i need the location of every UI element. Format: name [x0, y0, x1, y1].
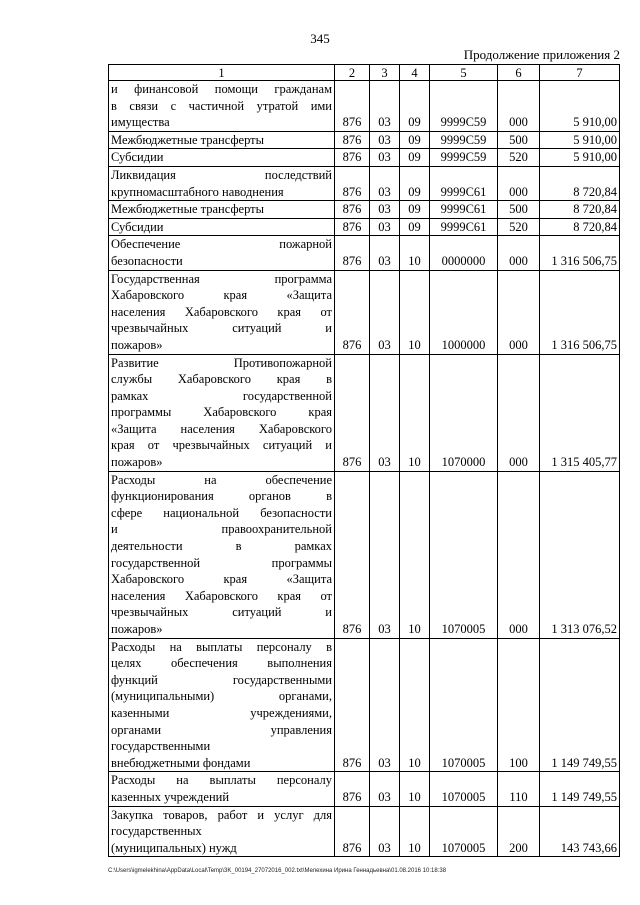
item-name-line: деятельности в рамках: [111, 539, 332, 554]
item-name-line: казенными учреждениями,: [111, 705, 332, 720]
cell-c2: 876: [335, 270, 370, 354]
item-name-line: Расходы на выплаты персоналу в: [111, 639, 332, 654]
cell-c2: 876: [335, 201, 370, 219]
cell-c3: 03: [370, 236, 400, 270]
cell-c6: 500: [498, 201, 540, 219]
item-name-line: функционирования органов в: [111, 489, 332, 504]
cell-c4: 09: [400, 218, 430, 236]
item-name-line: службы Хабаровского края в: [111, 372, 332, 387]
cell-c2: 876: [335, 149, 370, 167]
item-name-line: государственными: [111, 739, 211, 754]
item-name-line: Межбюджетные трансферты: [111, 202, 265, 217]
cell-c6: 000: [498, 166, 540, 200]
cell-c4: 10: [400, 471, 430, 638]
cell-c3: 03: [370, 270, 400, 354]
item-name-cell: [109, 218, 335, 236]
item-name-cell: [109, 806, 335, 857]
cell-c5: 9999С59: [430, 81, 498, 132]
cell-c3: 03: [370, 166, 400, 200]
header-cell: 6: [498, 65, 540, 81]
item-name-line: и правоохранительной: [111, 522, 332, 537]
item-name-cell: [109, 201, 335, 219]
cell-c4: 10: [400, 270, 430, 354]
cell-c6: 520: [498, 149, 540, 167]
cell-c5: 1070005: [430, 772, 498, 806]
cell-c5: 1070000: [430, 354, 498, 471]
cell-c7: 1 149 749,55: [540, 772, 620, 806]
item-name-line: Развитие Противопожарной: [111, 355, 332, 370]
cell-c2: 876: [335, 354, 370, 471]
page-number: 345: [310, 31, 330, 46]
header-cell: 4: [400, 65, 430, 81]
item-name-line: Государственная программа: [111, 271, 332, 286]
item-name-cell: [109, 236, 335, 270]
item-name-cell: [109, 638, 335, 772]
cell-c3: 03: [370, 201, 400, 219]
item-name-cell: [109, 471, 335, 638]
cell-c3: 03: [370, 772, 400, 806]
cell-c3: 03: [370, 149, 400, 167]
cell-c6: 000: [498, 81, 540, 132]
cell-c6: 000: [498, 354, 540, 471]
cell-c4: 10: [400, 772, 430, 806]
item-name-line: Межбюджетные трансферты: [111, 132, 265, 147]
item-name-line: чрезвычайных ситуаций и: [111, 605, 332, 620]
cell-c2: 876: [335, 638, 370, 772]
cell-c6: 200: [498, 806, 540, 857]
cell-c6: 000: [498, 236, 540, 270]
item-name-line: рамках государственной: [111, 388, 332, 403]
item-name-line: населения Хабаровского края от: [111, 304, 332, 319]
cell-c2: 876: [335, 218, 370, 236]
item-name-line: внебюджетными фондами: [111, 755, 251, 770]
cell-c7: 5 910,00: [540, 149, 620, 167]
item-name-line: пожаров»: [111, 337, 163, 352]
cell-c3: 03: [370, 81, 400, 132]
item-name-line: пожаров»: [111, 622, 163, 636]
item-name-cell: [109, 270, 335, 354]
item-name-line: сфере национальной безопасности: [111, 505, 332, 520]
table-row: [109, 638, 620, 772]
cell-c5: 9999С59: [430, 131, 498, 149]
cell-c4: 09: [400, 166, 430, 200]
continuation-label: Продолжение приложения 2: [463, 47, 620, 62]
cell-c7: 5 910,00: [540, 81, 620, 132]
cell-c7: 1 149 749,55: [540, 638, 620, 772]
item-name-line: функций государственными: [111, 672, 332, 687]
table-row: [109, 772, 620, 806]
header-cell: 1: [109, 65, 335, 81]
cell-c7: 1 313 076,52: [540, 471, 620, 638]
table-row: [109, 218, 620, 236]
cell-c5: 0000000: [430, 236, 498, 270]
table-row: [109, 236, 620, 270]
cell-c2: 876: [335, 166, 370, 200]
item-name-line: Расходы на выплаты персоналу: [111, 773, 332, 788]
cell-c3: 03: [370, 471, 400, 638]
cell-c7: 143 743,66: [540, 806, 620, 857]
item-name-cell: [109, 166, 335, 200]
cell-c5: 1000000: [430, 270, 498, 354]
table-row: [109, 166, 620, 200]
table-row: [109, 81, 620, 132]
cell-c4: 10: [400, 354, 430, 471]
cell-c6: 520: [498, 218, 540, 236]
item-name-line: Хабаровского края «Защита: [111, 572, 332, 587]
cell-c3: 03: [370, 131, 400, 149]
cell-c6: 000: [498, 270, 540, 354]
cell-c4: 09: [400, 131, 430, 149]
item-name-cell: [109, 772, 335, 806]
item-name-line: чрезвычайных ситуаций и: [111, 321, 332, 336]
header-cell: 2: [335, 65, 370, 81]
cell-c2: 876: [335, 131, 370, 149]
item-name-line: Закупка товаров, работ и услуг для: [111, 807, 332, 822]
cell-c2: 876: [335, 236, 370, 270]
item-name-line: Ликвидация последствий: [111, 167, 332, 182]
cell-c4: 09: [400, 201, 430, 219]
cell-c2: 876: [335, 81, 370, 132]
item-name-line: Расходы на обеспечение: [111, 472, 332, 487]
item-name-cell: [109, 149, 335, 167]
cell-c6: 100: [498, 638, 540, 772]
cell-c3: 03: [370, 354, 400, 471]
cell-c7: 8 720,84: [540, 166, 620, 200]
item-name-line: казенных учреждений: [111, 789, 230, 804]
cell-c5: 1070005: [430, 806, 498, 857]
cell-c4: 10: [400, 806, 430, 857]
item-name-line: населения Хабаровского края от: [111, 588, 332, 603]
cell-c7: 1 315 405,77: [540, 354, 620, 471]
cell-c5: 1070005: [430, 638, 498, 772]
item-name-line: крупномасштабного наводнения: [111, 184, 284, 199]
cell-c7: 1 316 506,75: [540, 270, 620, 354]
cell-c5: 9999С59: [430, 149, 498, 167]
item-name-line: и финансовой помощи гражданам: [111, 82, 332, 96]
table-row: [109, 149, 620, 167]
cell-c7: 5 910,00: [540, 131, 620, 149]
cell-c3: 03: [370, 806, 400, 857]
cell-c4: 09: [400, 149, 430, 167]
item-name-cell: [109, 354, 335, 471]
item-name-line: государственной программы: [111, 555, 332, 570]
table-row: [109, 131, 620, 149]
cell-c6: 500: [498, 131, 540, 149]
item-name-line: программы Хабаровского края: [111, 405, 332, 420]
item-name-line: Субсидии: [111, 150, 164, 165]
cell-c5: 9999С61: [430, 218, 498, 236]
cell-c4: 09: [400, 81, 430, 132]
cell-c2: 876: [335, 471, 370, 638]
cell-c5: 9999С61: [430, 166, 498, 200]
item-name-line: имущества: [111, 115, 170, 130]
item-name-line: Субсидии: [111, 219, 164, 234]
cell-c3: 03: [370, 218, 400, 236]
header-cell: 7: [540, 65, 620, 81]
budget-table: [108, 64, 620, 857]
table-row: [109, 806, 620, 857]
header-cell: 3: [370, 65, 400, 81]
cell-c7: 8 720,84: [540, 218, 620, 236]
item-name-line: Обеспечение пожарной: [111, 237, 332, 252]
cell-c3: 03: [370, 638, 400, 772]
item-name-line: в связи с частичной утратой ими: [111, 98, 332, 113]
item-name-line: (муниципальных) нужд: [111, 840, 237, 855]
item-name-line: государственных: [111, 824, 202, 839]
cell-c6: 110: [498, 772, 540, 806]
table-row: [109, 270, 620, 354]
cell-c5: 9999С61: [430, 201, 498, 219]
item-name-line: Хабаровского края «Защита: [111, 288, 332, 303]
cell-c6: 000: [498, 471, 540, 638]
cell-c2: 876: [335, 806, 370, 857]
cell-c4: 10: [400, 236, 430, 270]
item-name-cell: [109, 131, 335, 149]
item-name-line: безопасности: [111, 253, 183, 268]
item-name-line: «Защита населения Хабаровского: [111, 421, 332, 436]
cell-c7: 8 720,84: [540, 201, 620, 219]
item-name-line: целях обеспечения выполнения: [111, 656, 332, 671]
table-row: [109, 201, 620, 219]
table-header-row: [109, 65, 620, 81]
cell-c2: 876: [335, 772, 370, 806]
item-name-line: (муниципальными) органами,: [111, 689, 332, 704]
item-name-line: края от чрезвычайных ситуаций и: [111, 438, 332, 453]
cell-c7: 1 316 506,75: [540, 236, 620, 270]
header-cell: 5: [430, 65, 498, 81]
cell-c4: 10: [400, 638, 430, 772]
table-row: [109, 354, 620, 471]
cell-c5: 1070005: [430, 471, 498, 638]
item-name-line: пожаров»: [111, 455, 163, 470]
footer-file-path: C:\Users\igmelekhina\AppData\Local\Temp\3K_00194_27072016_002.txt\Мелехина Ирина Геннадьевна\01.08.2016 10:18:38: [108, 868, 447, 874]
table-row: [109, 471, 620, 638]
item-name-cell: [109, 81, 335, 132]
item-name-line: органами управления: [111, 722, 332, 737]
